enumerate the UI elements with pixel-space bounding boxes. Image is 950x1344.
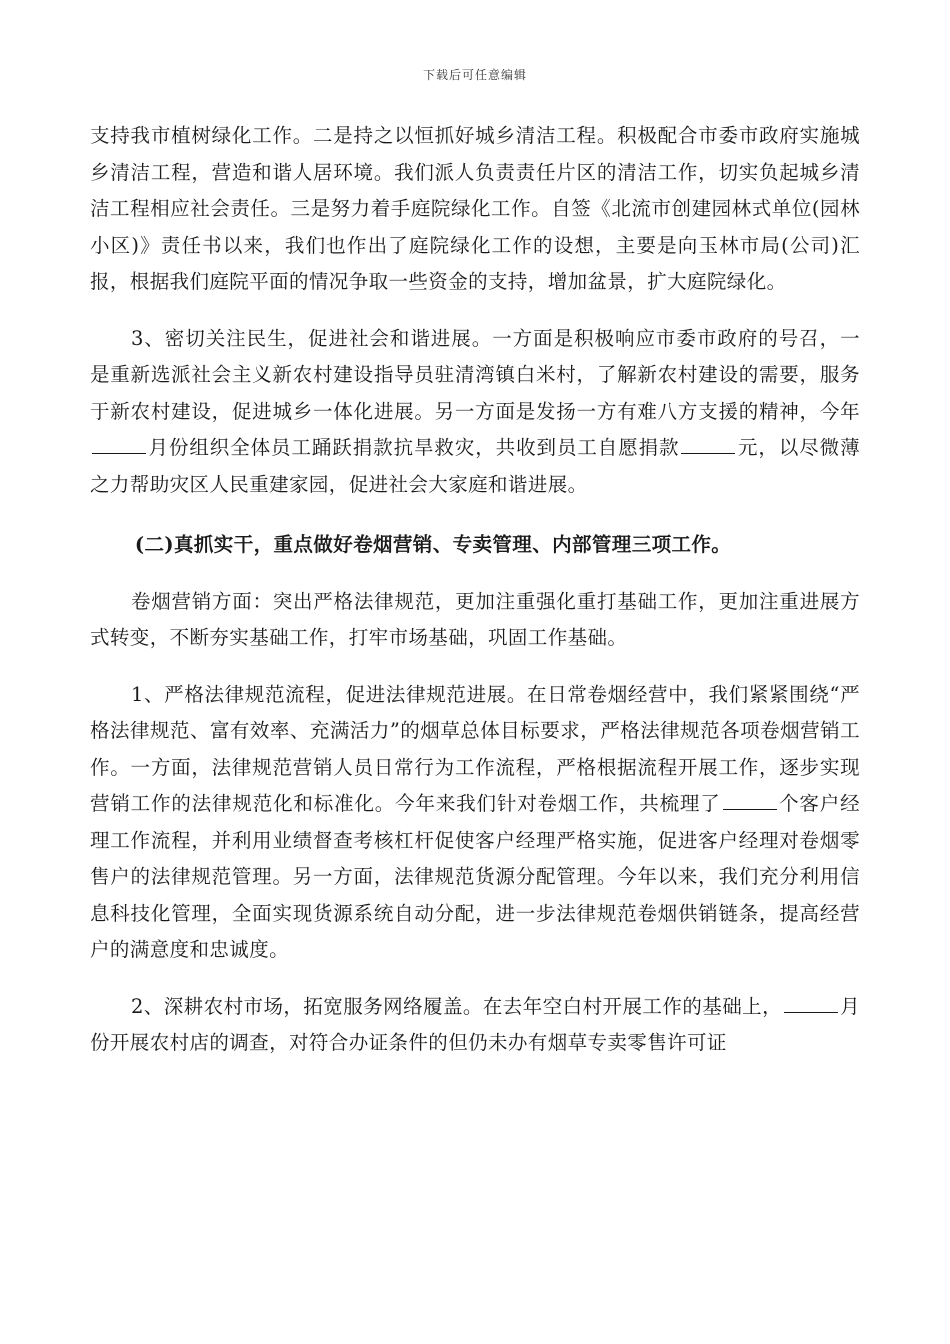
fill-in-blank xyxy=(92,452,146,454)
paragraph-rural-market-part-2: 月份开展农村店的调查，对符合办证条件的但仍未办有烟草专卖零售许可证 xyxy=(90,994,860,1054)
paragraph-rural-market-part-1: 2、深耕农村市场，拓宽服务网络履盖。在去年空白村开展工作的基础上， xyxy=(130,994,783,1018)
paragraph-livelihood-part-1: 3、密切关注民生，促进社会和谐进展。一方面是积极响应市委市政府的号召，一是重新选派社会主义新农村建设指导员驻清湾镇白米村，了解新农村建设的需要，服务于新农村建设，促进城乡一体化进展。另一方面是发扬一方有难八方支援的精神，今年 xyxy=(90,326,860,423)
paragraph-standard-process-part-1: 1、严格法律规范流程，促进法律规范进展。在日常卷烟经营中，我们紧紧围绕“严格法律规范、富有效率、充满活力”的烟草总体目标要求，严格法律规范各项卷烟营销工作。一方面，法律规范营销人员日常行为工作流程，严格根据流程开展工作，逐步实现营销工作的法律规范化和标准化。今年来我们针对卷烟工作，共梳理了 xyxy=(90,682,860,815)
page-header: 下载后可任意编辑 xyxy=(422,68,527,82)
paragraph-livelihood xyxy=(90,321,860,504)
paragraph-livelihood-part-2: 月份组织全体员工踊跃捐款抗旱救灾，共收到员工自愿捐款 xyxy=(148,436,680,459)
paragraph-rural-market xyxy=(90,989,860,1062)
fill-in-blank xyxy=(681,452,735,454)
paragraph-standard-process xyxy=(90,677,860,969)
paragraph-livelihood-part-3: 元，以尽微薄之力帮助灾区人民重建家园，促进社会大家庭和谐进展。 xyxy=(90,436,860,496)
fill-in-blank xyxy=(784,1011,838,1013)
paragraph-greening: 支持我市植树绿化工作。二是持之以恒抓好城乡清洁工程。积极配合市委市政府实施城乡清洁工程，营造和谐人居环境。我们派人负责责任片区的清洁工作，切实负起城乡清洁工程相应社会责任。三是努力着手庭院绿化工作。自签《北流市创建园林式单位(园林小区)》责任书以来，我们也作出了庭院绿化工作的设想，主要是向玉林市局(公司)汇报，根据我们庭院平面的情况争取一些资金的支持，增加盆景，扩大庭院绿化。 xyxy=(90,124,860,293)
section-heading: (二)真抓实干，重点做好卷烟营销、专卖管理、内部管理三项工作。 xyxy=(134,533,732,556)
paragraph-marketing-intro: 卷烟营销方面：突出严格法律规范，更加注重强化重打基础工作，更加注重进展方式转变，不断夯实基础工作，打牢市场基础，巩固工作基础。 xyxy=(90,589,860,649)
fill-in-blank xyxy=(723,808,777,810)
paragraph-standard-process-part-2: 个客户经理工作流程，并利用业绩督查考核杠杆促使客户经理严格实施，促进客户经理对卷烟零售户的法律规范管理。另一方面，法律规范货源分配管理。今年以来，我们充分利用信息科技化管理，全面实现货源系统自动分配，进一步法律规范卷烟供销链条，提高经营户的满意度和忠诚度。 xyxy=(90,792,860,961)
document-body xyxy=(90,118,860,1062)
